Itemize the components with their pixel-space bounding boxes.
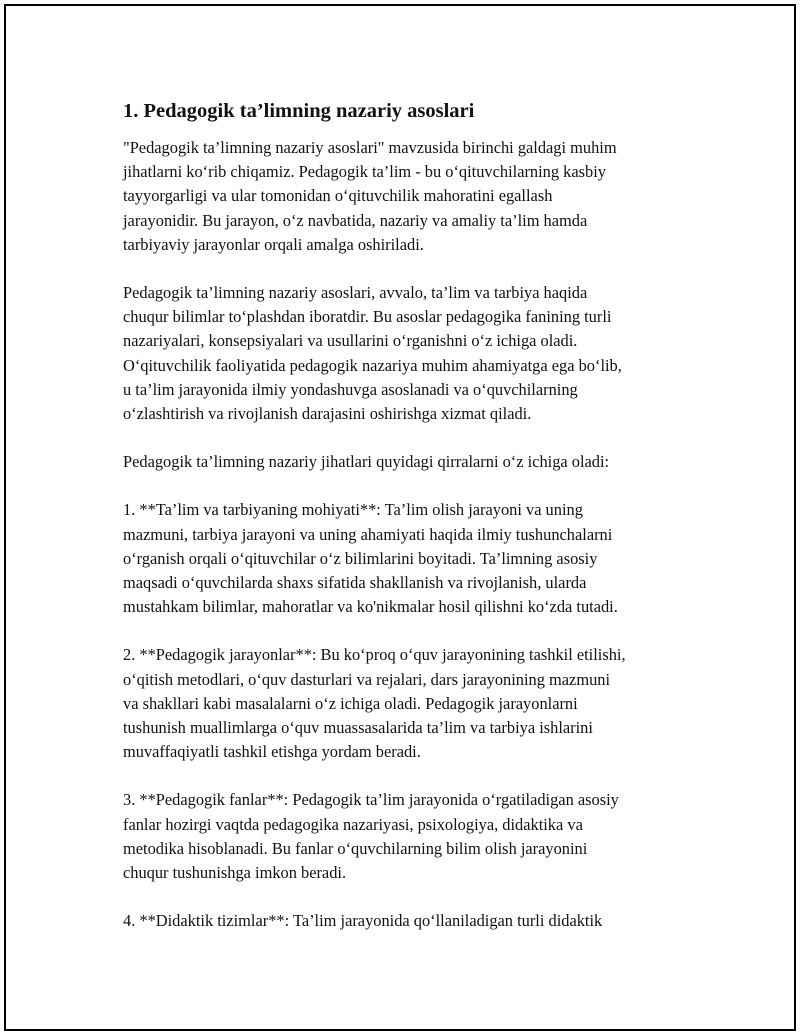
list-item-4 (120, 909, 700, 933)
text-line: "Pedagogik ta’limning nazariy asoslari" mavzusida birinchi galdagi muhim (123, 138, 617, 157)
text-line: jarayonidir. Bu jarayon, o‘z navbatida, nazariy va amaliy ta’lim hamda (123, 210, 588, 230)
text-line: o‘qitish metodlari, o‘quv dasturlari va rejalari, dars jarayonining mazmuni (123, 669, 611, 689)
list-item-3 (120, 788, 700, 885)
paragraph-theory (120, 281, 700, 426)
text-line: mazmuni, tarbiya jarayoni va uning ahamiyati haqida ilmiy tushunchalarni (123, 524, 613, 544)
text-line: chuqur bilimlar to‘plashdan iboratdir. Bu asoslar pedagogika fanining turli (123, 307, 612, 327)
text-line: tushunish muallimlarga o‘quv muassasalarida ta’lim va tarbiya ishlarini (123, 718, 593, 738)
text-line: chuqur tushunishga imkon beradi. (123, 863, 347, 883)
text-line: mustahkam bilimlar, mahoratlar va ko'nikmalar hosil qilishni ko‘zda tutadi. (123, 597, 618, 617)
list-item-1 (120, 498, 700, 619)
paragraph-aspects-intro (120, 450, 700, 474)
page-frame (4, 4, 796, 1031)
text-line: 1. **Ta’lim va tarbiyaning mohiyati**: Ta’lim olish jarayoni va uning (123, 500, 583, 520)
text-line: u ta’lim jarayonida ilmiy yondashuvga asoslanadi va o‘quvchilarning (123, 379, 578, 399)
text-line: maqsadi o‘quvchilarda shaxs sifatida shakllanish va rivojlanish, ularda (123, 573, 587, 593)
text-line: o‘zlashtirish va rivojlanish darajasini oshirishga xizmat qiladi. (123, 404, 532, 424)
text-line: 2. **Pedagogik jarayonlar**: Bu ko‘proq o‘quv jarayonining tashkil etilishi, (123, 645, 626, 665)
text-line: fanlar hozirgi vaqtda pedagogika nazariyasi, psixologiya, didaktika va (123, 814, 583, 834)
text-line: jihatlarni ko‘rib chiqamiz. Pedagogik ta’lim - bu o‘qituvchilarning kasbiy (123, 162, 606, 182)
text-line: metodika hisoblanadi. Bu fanlar o‘quvchilarning bilim olish jarayonini (123, 838, 588, 858)
document-body (120, 98, 700, 957)
text-line: va shakllari kabi masalalarni o‘z ichiga oladi. Pedagogik jarayonlarni (123, 693, 578, 713)
text-line: tarbiyaviy jarayonlar orqali amalga oshiriladi. (123, 234, 424, 254)
text-line: Pedagogik ta’limning nazariy asoslari, avvalo, ta’lim va tarbiya haqida (123, 283, 588, 303)
text-line: tayyorgarligi va ular tomonidan o‘qituvchilik mahoratini egallash (123, 186, 553, 206)
text-line: nazariyalari, konsepsiyalari va usullarini o‘rganishni o‘z ichiga oladi. (123, 331, 578, 351)
text-line: O‘qituvchilik faoliyatida pedagogik nazariya muhim ahamiyatga ega bo‘lib, (123, 355, 622, 375)
text-line: 3. **Pedagogik fanlar**: Pedagogik ta’lim jarayonida o‘rgatiladigan asosiy (123, 790, 619, 810)
list-item-2 (120, 643, 700, 764)
text-line: o‘rganish orqali o‘qituvchilar o‘z bilimlarini boyitadi. Ta’limning asosiy (123, 548, 598, 568)
document-heading: 1. Pedagogik ta’limning nazariy asoslari (123, 100, 475, 122)
text-line: Pedagogik ta’limning nazariy jihatlari quyidagi qirralarni o‘z ichiga oladi: (123, 452, 610, 472)
paragraph-intro (120, 136, 700, 257)
text-line: muvaffaqiyatli tashkil etishga yordam beradi. (123, 742, 421, 762)
text-line: 4. **Didaktik tizimlar**: Ta’lim jarayonida qo‘llaniladigan turli didaktik (123, 911, 603, 931)
